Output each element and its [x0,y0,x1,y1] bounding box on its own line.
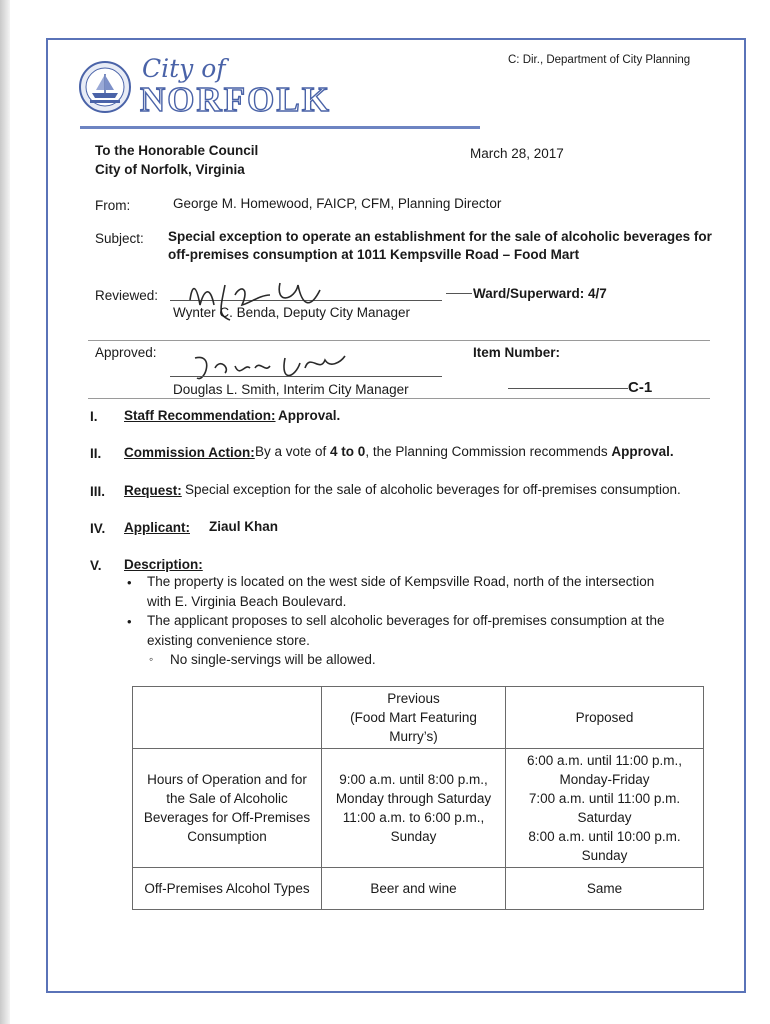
sub-bullet-icon: ◦ [149,652,154,666]
logo-rule [80,126,480,129]
subject-line1: Special exception to operate an establishment for the sale of alcoholic beverages for [168,229,712,244]
reviewer-name: Wynter C. Benda, Deputy City Manager [173,305,410,320]
subject-label: Subject: [95,231,144,246]
table-header-blank [133,687,322,749]
request-heading: Request: [124,483,182,498]
applicant-heading: Applicant: [124,520,190,535]
bullet-icon: • [127,575,132,590]
section-num-2: II. [90,446,102,461]
approved-signature-line [170,376,442,377]
ward-dash [446,293,472,294]
staff-recommendation-text: Approval. [278,408,341,423]
table-row [133,749,704,868]
section-divider-2 [88,398,710,399]
bullet-icon: • [127,614,132,629]
section-num-3: III. [90,484,106,499]
description-bullet1-line1: The property is located on the west side of Kempsville Road, north of the intersection [147,574,655,589]
memo-date: March 28, 2017 [470,146,564,161]
staff-recommendation-heading: Staff Recommendation: [124,408,276,423]
logo-city-of: City of [142,54,226,83]
cc-line: C: Dir., Department of City Planning [508,54,691,66]
table-header-row [133,687,704,749]
item-number-label: Item Number: [473,345,561,360]
section-num-5: V. [90,558,102,573]
description-bullet2-line1: The applicant proposes to sell alcoholic beverages for off-premises consumption at the [147,613,665,628]
table-row2-proposed: Same [506,868,704,910]
commission-action-heading: Commission Action: [124,445,255,460]
description-bullet1-line2: with E. Virginia Beach Boulevard. [147,594,347,609]
section-num-1: I. [90,409,98,424]
description-bullet2-line2: existing convenience store. [147,633,310,648]
table-header-previous: Previous (Food Mart Featuring Murry’s) [322,687,506,749]
description-sub-bullet: No single-servings will be allowed. [170,652,376,667]
section-divider [88,340,710,341]
approver-name: Douglas L. Smith, Interim City Manager [173,382,409,397]
item-number-line [508,388,628,389]
approved-label: Approved: [95,345,157,360]
recipient-line2: City of Norfolk, Virginia [95,162,245,177]
reviewed-label: Reviewed: [95,288,159,303]
logo-norfolk: NORFOLK [140,80,331,119]
table-row1-previous: 9:00 a.m. until 8:00 p.m., Monday through Saturday 11:00 a.m. to 6:00 p.m., Sunday [322,749,506,868]
hours-comparison-table [132,686,704,910]
table-row2-label: Off-Premises Alcohol Types [133,868,322,910]
table-row1-label: Hours of Operation and for the Sale of Alcoholic Beverages for Off-Premises Consumption [133,749,322,868]
table-header-proposed: Proposed [506,687,704,749]
table-row1-proposed: 6:00 a.m. until 11:00 p.m., Monday-Friday 7:00 a.m. until 11:00 p.m. Saturday 8:00 a.m. until 10:00 p.m. Sunday [506,749,704,868]
commission-action-text: By a vote of 4 to 0, the Planning Commission recommends Approval. [255,444,674,459]
from-label: From: [95,198,131,213]
from-value: George M. Homewood, FAICP, CFM, Planning Director [173,196,502,211]
description-heading: Description: [124,557,203,572]
item-number-value: C-1 [628,379,653,396]
city-seal-icon [78,60,132,114]
table-row [133,868,704,910]
section-num-4: IV. [90,521,106,536]
recipient-line1: To the Honorable Council [95,143,259,158]
subject-line2: off-premises consumption at 1011 Kempsville Road – Food Mart [168,247,580,262]
table-row2-previous: Beer and wine [322,868,506,910]
request-text: Special exception for the sale of alcoholic beverages for off-premises consumption. [185,482,681,497]
ward-superward: Ward/Superward: 4/7 [473,286,607,301]
applicant-name: Ziaul Khan [209,519,279,534]
scan-edge [0,0,10,1024]
